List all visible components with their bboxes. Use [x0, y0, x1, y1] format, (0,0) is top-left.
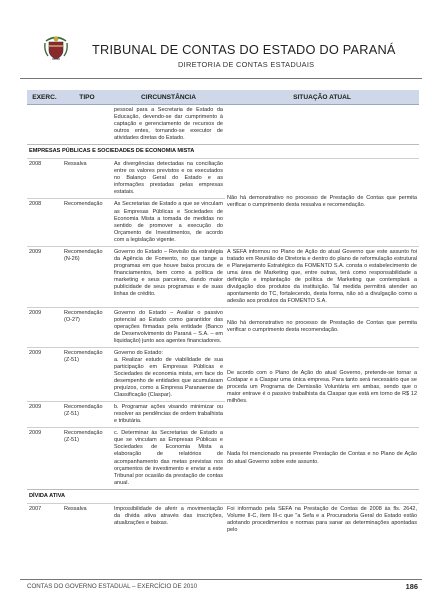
year-cell: 2009 [27, 307, 62, 347]
year-cell: 2008 [27, 199, 62, 246]
section-heading: DÍVIDA ATIVA [27, 489, 419, 503]
circumstance-cell: As divergências detectadas na conciliação entre os valores previstos e os executados no Balanço Geral do Estado e as informações prestadas pelas empresas estatais. [112, 159, 225, 199]
status-cell: Foi informado pela SEFA na Prestação de Contas de 2008 às fls. 2642, Volume II-C, item III-c que "a Sefa e a Procuradoria Geral do Estado estão adotando procedimentos e normas para sanar as determinações apontadas pelo [225, 503, 419, 536]
section-header-row [27, 145, 419, 159]
table-row [27, 159, 419, 199]
circumstance-cell [112, 348, 225, 402]
type-cell: Ressalva [62, 503, 112, 536]
page-title: TRIBUNAL DE CONTAS DO ESTADO DO PARANÁ [92, 42, 396, 57]
year-cell: 2009 [27, 348, 62, 402]
column-header-situacao-atual: SITUAÇÃO ATUAL [225, 90, 419, 105]
type-cell: Recomendação [62, 199, 112, 246]
circumstance-cell: Impossibilidade de aferir a movimentação da dívida ativa através das inscrições, atualizações e baixas. [112, 503, 225, 536]
table-row [27, 246, 419, 307]
circumstance-item: a. Realizar estudo de viabilidade de sua participação em Empresas Públicas e Sociedades de economia mista, em face do desempenho de entidades que acumularam prejuízos, como a Empresa Paranaense de Classificação (Claspar). [114, 357, 223, 399]
type-cell: Ressalva [62, 159, 112, 199]
recommendation-code: (N-26) [64, 255, 80, 262]
year-cell: 2009 [27, 246, 62, 307]
column-header-circunstancia: CIRCUNSTÂNCIA [112, 90, 225, 105]
type-label: Recomendação [64, 430, 103, 437]
year-cell: 2009 [27, 402, 62, 428]
circumstance-cell: pessoal para a Secretaria de Estado da Educação, devendo-se dar cumprimento à captação e gerenciamento de recursos de outros entes, tornando-se executor de atividades diretas do Estado. [114, 107, 223, 142]
circumstance-intro: Governo do Estado: [114, 350, 163, 357]
column-header-tipo: TIPO [62, 90, 112, 105]
recommendation-code: (Z-51) [64, 437, 79, 444]
recommendation-code: (O-27) [64, 316, 80, 323]
footer-report-title: CONTAS DO GOVERNO ESTADUAL – EXERCÍCIO DE 2010 [27, 583, 198, 590]
status-cell: Não há demonstrativo no processo de Prestação de Contas que permita verificar o cumprimento desta ressalva e recomendação. [225, 159, 419, 246]
section-header-row [27, 489, 419, 503]
column-header-exerc: EXERC. [27, 90, 62, 105]
type-label: Recomendação [64, 248, 103, 255]
page-subtitle: DIRETORIA DE CONTAS ESTADUAIS [178, 60, 315, 69]
circumstance-cell: Governo do Estado – Avaliar o passivo potencial ao Estado como garantidor das operações firmadas pela entidade (Banco de Desenvolvimento do Paraná – S.A. – em liquidação) junto aos agentes financiadores. [112, 307, 225, 347]
type-label: Recomendação [64, 350, 103, 357]
status-cell: A SEFA informou no Plano de Ação do atual Governo que este assunto foi tratado em Reunião de Diretoria e dentro do plano de reformulação estrutural e Planejamento Estratégico da FOMENTO S.A. consta o estabelecimento de uma área de Marketing que, entre outras, terá como responsabilidade a definição e implantação de política de Marketing que contemplará a divulgação dos produtos da instituição. Tal medida permitirá atender ao apontamento do TC, fortalecendo, desta forma, não só a divulgação como a adesão aos produtos da FOMENTO S.A. [225, 246, 419, 307]
type-cell [62, 246, 112, 307]
status-cell: Não há demonstrativo no processo de Prestação de Contas que permita verificar o cumprimento desta recomendação. [225, 307, 419, 347]
type-label: Recomendação [64, 404, 103, 411]
parana-coat-of-arms-icon [43, 33, 69, 61]
recommendation-code: (Z-51) [64, 357, 79, 364]
table-row [27, 105, 419, 145]
circumstance-cell: As Secretarias de Estado a que se vinculam as Empresas Públicas e Sociedades de Economia Mista a tomada de medidas no sentido de promover a execução do Orçamento de Investimentos, de acordo com a legislação vigente. [112, 199, 225, 246]
table-row [27, 307, 419, 347]
section-heading: EMPRESAS PÚBLICAS E SOCIEDADES DE ECONOMIA MISTA [27, 145, 419, 159]
header-divider [20, 78, 422, 79]
circumstance-cell: b. Programar ações visando minimizar ou resolver as pendências de ordem trabalhista e tributária. [112, 402, 225, 428]
status-cell: De acordo com o Plano de Ação do atual Governo, pretende-se tornar a Codapar e a Claspar uma única empresa. Para tanto será necessário que se proceda um Programa de Demissão Voluntária em ambas, sendo que o maior entrave é o passivo trabalhista da Claspar que está em torno de R$ 12 milhões. [225, 348, 419, 428]
type-cell [62, 348, 112, 402]
circumstance-cell: c. Determinar às Secretarias de Estado a que se vinculam as Empresas Públicas e Sociedades de Economia Mista a elaboração de relatórios de acompanhamento das metas previstas nos orçamentos de investimento e enviar a este Tribunal por ocasião da prestação de contas anual. [112, 428, 225, 489]
year-cell: 2007 [27, 503, 62, 536]
type-cell [62, 428, 112, 489]
table-row [27, 428, 419, 489]
type-cell [62, 402, 112, 428]
type-cell [62, 307, 112, 347]
table-row [27, 348, 419, 402]
year-cell: 2009 [27, 428, 62, 489]
type-label: Recomendação [64, 309, 103, 316]
circumstances-table [27, 90, 419, 536]
year-cell: 2008 [27, 159, 62, 199]
table-header-row [27, 90, 419, 105]
recommendation-code: (Z-51) [64, 411, 79, 418]
page-number: 186 [405, 582, 418, 591]
table-row [27, 503, 419, 536]
footer-divider [20, 579, 422, 580]
circumstance-cell: Governo do Estado – Revisão da estratégia da Agência de Fomento, no que tange a programas em que houve baixa procura de financiamentos, bem como a política de marketing e seus parceiros, dando maior publicidade de seus programas e de suas linhas de crédito. [112, 246, 225, 307]
status-cell: Nada foi mencionado na presente Prestação de Contas e no Plano de Ação do atual Governo sobre este assunto. [225, 428, 419, 489]
